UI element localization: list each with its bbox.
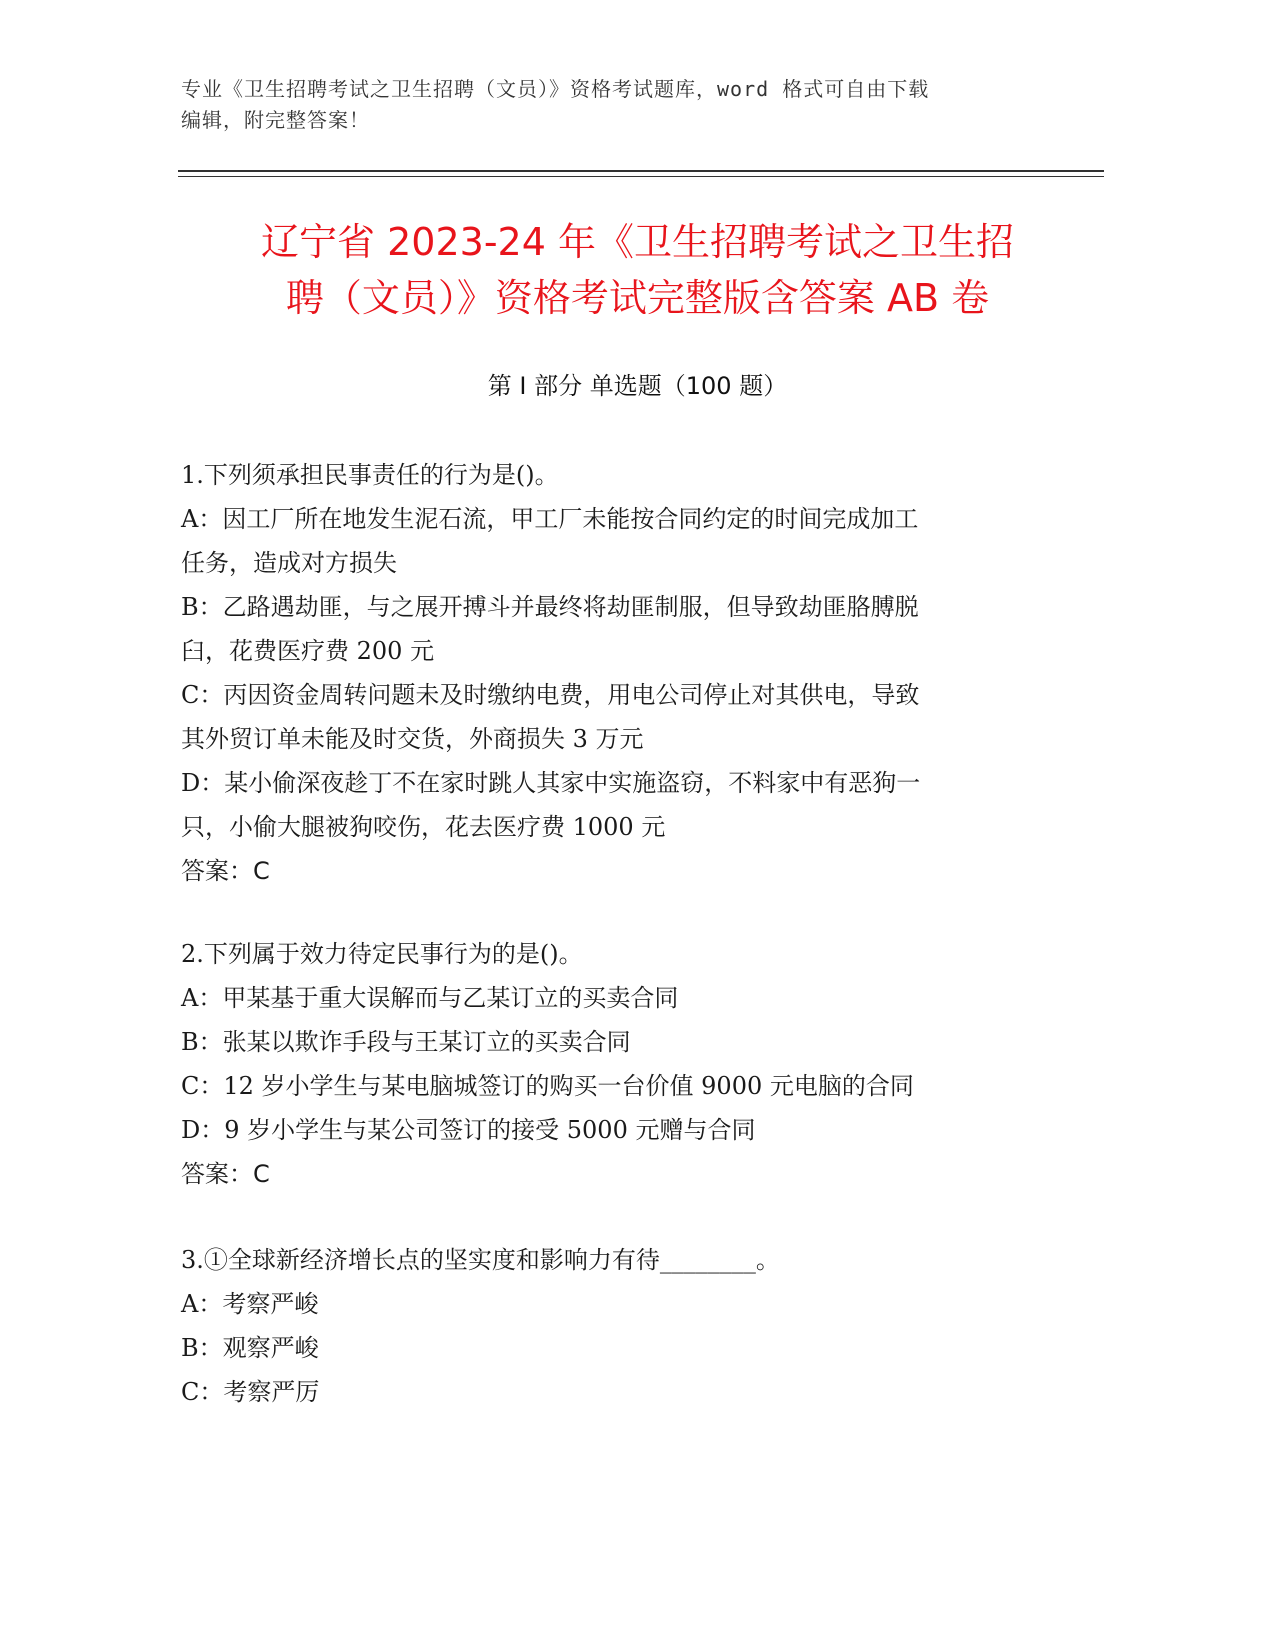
option-d: D：9 岁小学生与某公司签订的接受 5000 元赠与合同	[181, 1116, 756, 1144]
option-d: D：某小偷深夜趁丁不在家时跳人其家中实施盗窃，不料家中有恶狗一	[181, 769, 921, 797]
option-c: C：丙因资金周转问题未及时缴纳电费，用电公司停止对其供电，导致	[181, 681, 920, 709]
title-line-2: 聘（文员）》资格考试完整版含答案 AB 卷	[285, 276, 990, 320]
option-d-cont: 只，小偷大腿被狗咬伤，花去医疗费 1000 元	[181, 813, 666, 841]
header-line-2: 编辑，附完整答案！	[181, 108, 370, 132]
option-a-cont: 任务，造成对方损失	[181, 549, 397, 577]
header-divider-thick	[178, 170, 1104, 172]
question-1	[181, 453, 1041, 893]
option-a: A：甲某基于重大误解而与乙某订立的买卖合同	[181, 984, 679, 1012]
question-stem: 3.①全球新经济增长点的坚实度和影响力有待________。	[181, 1246, 780, 1274]
question-3	[181, 1238, 1041, 1414]
option-b: B：张某以欺诈手段与王某订立的买卖合同	[181, 1028, 631, 1056]
question-stem: 2.下列属于效力待定民事行为的是()。	[181, 940, 583, 968]
question-stem: 1.下列须承担民事责任的行为是()。	[181, 461, 559, 489]
option-b: B：乙路遇劫匪，与之展开搏斗并最终将劫匪制服，但导致劫匪胳膊脱	[181, 593, 919, 621]
page-header	[181, 74, 1041, 136]
header-line-1: 专业《卫生招聘考试之卫生招聘（文员）》资格考试题库，word 格式可自由下载	[181, 77, 930, 101]
document-title	[150, 214, 1125, 326]
option-a: A：因工厂所在地发生泥石流，甲工厂未能按合同约定的时间完成加工	[181, 505, 919, 533]
option-b-cont: 臼，花费医疗费 200 元	[181, 637, 435, 665]
question-2	[181, 932, 1041, 1196]
option-c-cont: 其外贸订单未能及时交货，外商损失 3 万元	[181, 725, 644, 753]
option-b: B：观察严峻	[181, 1334, 319, 1362]
title-line-1: 辽宁省 2023-24 年《卫生招聘考试之卫生招	[261, 220, 1014, 264]
header-divider-thin	[178, 176, 1104, 177]
section-heading: 第 I 部分 单选题（100 题）	[487, 372, 788, 400]
option-c: C：12 岁小学生与某电脑城签订的购买一台价值 9000 元电脑的合同	[181, 1072, 914, 1100]
option-a: A：考察严峻	[181, 1290, 319, 1318]
answer: 答案：C	[181, 857, 270, 885]
answer: 答案：C	[181, 1160, 270, 1188]
option-c: C：考察严厉	[181, 1378, 320, 1406]
